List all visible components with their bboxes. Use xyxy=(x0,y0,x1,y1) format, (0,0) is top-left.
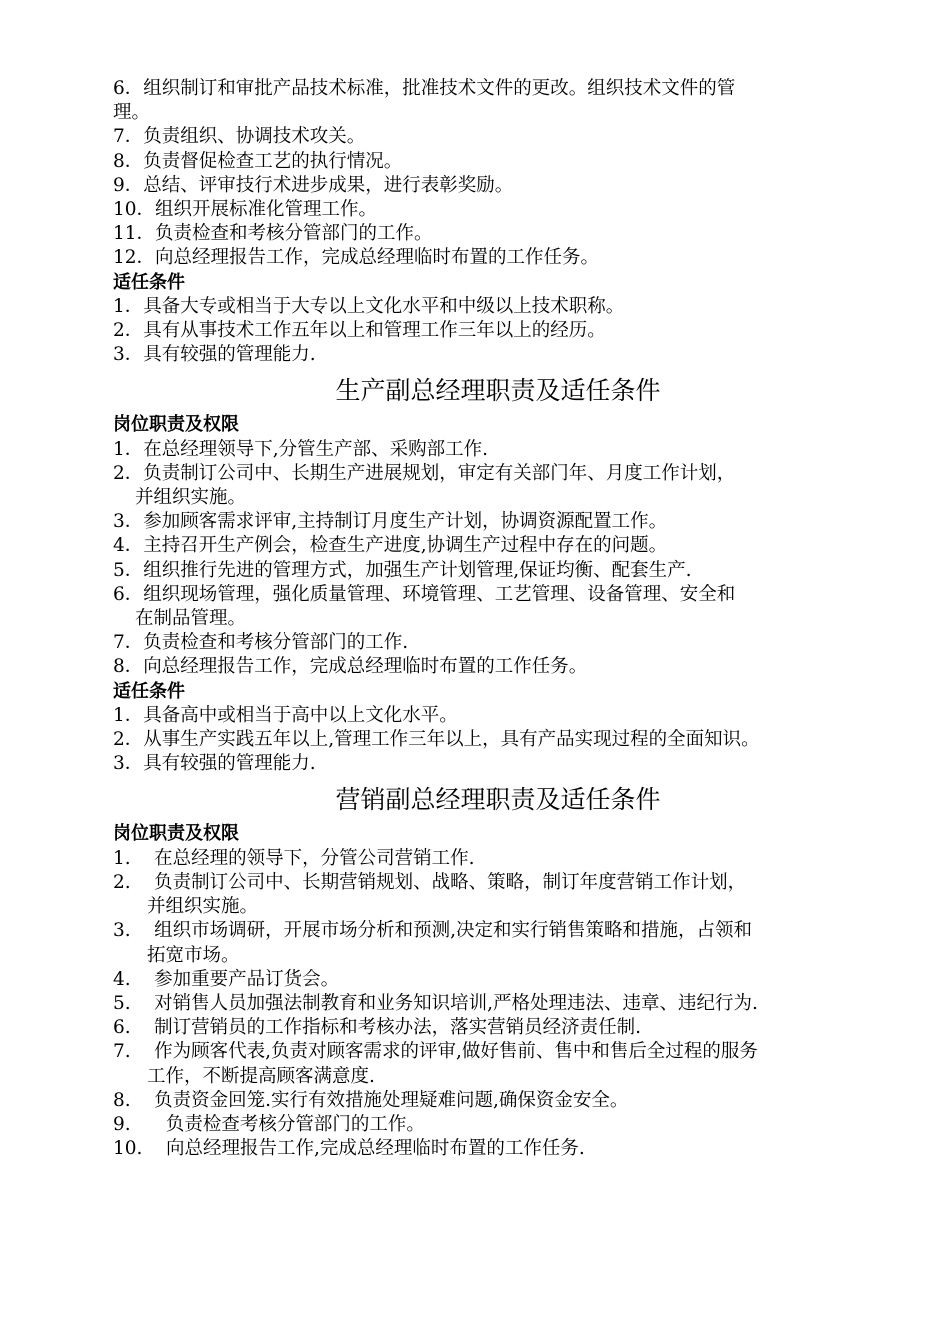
duty-item: 1. 在总经理的领导下，分管公司营销工作. xyxy=(113,847,475,869)
duty-item: 9. 负责检查考核分管部门的工作。 xyxy=(113,1113,425,1135)
duty-item-continuation: 在制品管理。 xyxy=(135,608,247,630)
duty-item: 10. 向总经理报告工作,完成总经理临时布置的工作任务. xyxy=(113,1138,585,1160)
duty-item: 8. 负责资金回笼.实行有效措施处理疑难问题,确保资金安全。 xyxy=(113,1089,629,1111)
section2-conditions xyxy=(113,704,883,777)
condition-item: 1．具备大专或相当于大专以上文化水平和中级以上技术职称。 xyxy=(113,295,625,317)
duty-item-continuation: 并组织实施。 xyxy=(135,487,247,509)
section3-duties xyxy=(113,847,883,1162)
duty-item: 6．组织现场管理，强化质量管理、环境管理、工艺管理、设备管理、安全和 xyxy=(113,583,736,605)
duty-item: 7. 作为顾客代表,负责对顾客需求的评审,做好售前、售中和售后全过程的服务 xyxy=(113,1041,758,1063)
duty-item: 6. 制订营销员的工作指标和考核办法，落实营销员经济责任制. xyxy=(113,1017,642,1039)
duty-item: 11．负责检查和考核分管部门的工作。 xyxy=(113,223,433,245)
section1-conditions xyxy=(113,295,883,368)
duty-item: 8．向总经理报告工作，完成总经理临时布置的工作任务。 xyxy=(113,656,588,678)
duty-item-continuation: 理。 xyxy=(113,102,151,124)
duty-item-continuation: 工作，不断提高顾客满意度. xyxy=(147,1065,375,1087)
duty-item: 12．向总经理报告工作，完成总经理临时布置的工作任务。 xyxy=(113,247,600,269)
duty-item-continuation: 并组织实施。 xyxy=(147,896,259,918)
duty-item: 2．负责制订公司中、长期生产进展规划，审定有关部门年、月度工作计划， xyxy=(113,462,736,484)
duty-item: 8．负责督促检查工艺的执行情况。 xyxy=(113,150,403,172)
duty-item: 7．负责检查和考核分管部门的工作. xyxy=(113,632,409,654)
condition-item: 3．具有较强的管理能力. xyxy=(113,753,316,775)
duty-item: 4．主持召开生产例会，检查生产进度,协调生产过程中存在的问题。 xyxy=(113,535,668,557)
duty-item: 1．在总经理领导下,分管生产部、采购部工作. xyxy=(113,438,489,460)
duty-item: 5. 对销售人员加强法制教育和业务知识培训,严格处理违法、违章、违纪行为. xyxy=(113,992,758,1014)
duty-item: 6．组织制订和审批产品技术标准，批准技术文件的更改。组织技术文件的管 xyxy=(113,78,736,99)
document-page xyxy=(113,77,883,1161)
duty-item: 3. 组织市场调研，开展市场分析和预测,决定和实行销售策略和措施，占领和 xyxy=(113,920,753,942)
section1-duties xyxy=(113,77,883,271)
section2-duties xyxy=(113,438,883,680)
duty-item: 10．组织开展标准化管理工作。 xyxy=(113,199,378,221)
section-title: 营销副总经理职责及适任条件 xyxy=(335,785,661,815)
duties-heading: 岗位职责及权限 xyxy=(113,823,239,845)
duty-item: 7．负责组织、协调技术攻关。 xyxy=(113,126,366,148)
condition-item: 3．具有较强的管理能力. xyxy=(113,344,316,366)
conditions-heading: 适任条件 xyxy=(113,680,185,702)
duty-item: 5．组织推行先进的管理方式，加强生产计划管理,保证均衡、配套生产. xyxy=(113,559,692,581)
conditions-heading: 适任条件 xyxy=(113,271,185,293)
duties-heading: 岗位职责及权限 xyxy=(113,414,239,436)
condition-item: 1．具备高中或相当于高中以上文化水平。 xyxy=(113,704,458,726)
duty-item: 3．参加顾客需求评审,主持制订月度生产计划，协调资源配置工作。 xyxy=(113,511,668,533)
condition-item: 2．从事生产实践五年以上,管理工作三年以上，具有产品实现过程的全面知识。 xyxy=(113,729,760,751)
section-title: 生产副总经理职责及适任条件 xyxy=(335,376,661,406)
duty-item: 4. 参加重要产品订货会。 xyxy=(113,968,340,990)
condition-item: 2．具有从事技术工作五年以上和管理工作三年以上的经历。 xyxy=(113,320,606,342)
duty-item-continuation: 拓宽市场。 xyxy=(147,944,240,966)
duty-item: 2. 负责制订公司中、长期营销规划、战略、策略，制订年度营销工作计划， xyxy=(113,871,747,893)
duty-item: 9．总结、评审技行术进步成果，进行表彰奖励。 xyxy=(113,174,514,196)
